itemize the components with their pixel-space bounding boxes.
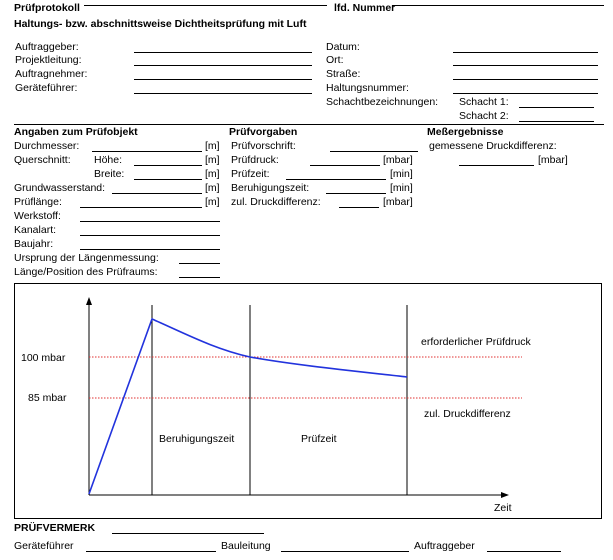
field-datum-input[interactable]: [453, 52, 598, 53]
gemessene-druckdifferenz-label: gemessene Druckdifferenz:: [429, 140, 557, 152]
prueflaenge-input[interactable]: [80, 207, 202, 208]
prueflaenge-label: Prüflänge:: [14, 196, 62, 208]
kanalart-label: Kanalart:: [14, 224, 57, 236]
y-label-100: 100 mbar: [21, 352, 66, 364]
pruefzeit-unit: [min]: [390, 168, 413, 180]
querschnitt-label: Querschnitt:: [14, 154, 71, 166]
laenge-position-input[interactable]: [179, 277, 220, 278]
footer-auftraggeber-label: Auftraggeber: [414, 540, 475, 552]
breite-label: Breite:: [94, 168, 125, 180]
phase-label-beruhigung: Beruhigungszeit: [159, 433, 235, 445]
pruefzeit-label: Prüfzeit:: [231, 168, 270, 180]
schacht1-input[interactable]: [519, 107, 594, 108]
field-geraetefuehrer-label: Geräteführer:: [15, 82, 78, 94]
x-axis-label: Zeit: [494, 502, 512, 514]
protocol-title: Prüfprotokoll: [14, 2, 80, 14]
ursprung-input[interactable]: [179, 263, 220, 264]
field-auftraggeber-input[interactable]: [134, 52, 312, 53]
vorschrift-input[interactable]: [330, 151, 418, 152]
zul-druckdifferenz-label: zul. Druckdifferenz:: [231, 196, 321, 208]
footer-geraetefuehrer-label: Geräteführer: [14, 540, 74, 552]
field-haltungsnummer-input[interactable]: [453, 93, 598, 94]
field-auftragnehmer-input[interactable]: [134, 79, 312, 80]
footer-bauleitung-label: Bauleitung: [221, 540, 271, 552]
zul-druckdifferenz-unit: [mbar]: [383, 196, 413, 208]
hoehe-input[interactable]: [134, 165, 202, 166]
durchmesser-input[interactable]: [92, 151, 202, 152]
field-auftragnehmer-label: Auftragnehmer:: [15, 68, 88, 80]
werkstoff-label: Werkstoff:: [14, 210, 61, 222]
pruefdruck-label: Prüfdruck:: [231, 154, 279, 166]
gemessene-druckdifferenz-input[interactable]: [459, 165, 534, 166]
schacht-label: Schachtbezeichnungen:: [326, 96, 439, 108]
laenge-position-label: Länge/Position des Prüfraums:: [14, 266, 158, 278]
beruhigungszeit-unit: [min]: [390, 182, 413, 194]
field-datum-label: Datum:: [326, 41, 360, 53]
zul-druckdifferenz-input[interactable]: [339, 207, 379, 208]
protocol-subtitle: Haltungs- bzw. abschnittsweise Dichtheitsprüfung mit Luft: [14, 18, 307, 30]
schacht1-label: Schacht 1:: [459, 96, 509, 108]
hoehe-label: Höhe:: [94, 154, 123, 166]
pruefdruck-input[interactable]: [310, 165, 380, 166]
werkstoff-input[interactable]: [80, 221, 220, 222]
pruefvermerk-input[interactable]: [112, 533, 264, 534]
messergebnisse-heading: Meßergebnisse: [427, 126, 504, 138]
pruefdruck-unit: [mbar]: [383, 154, 413, 166]
breite-input[interactable]: [134, 179, 202, 180]
gemessene-druckdifferenz-unit: [mbar]: [538, 154, 568, 166]
prueflaenge-unit: [m]: [205, 196, 220, 208]
baujahr-label: Baujahr:: [14, 238, 54, 250]
field-geraetefuehrer-input[interactable]: [134, 93, 312, 94]
field-auftraggeber-label: Auftraggeber:: [15, 41, 79, 53]
grundwasserstand-label: Grundwasserstand:: [14, 182, 106, 194]
grundwasserstand-unit: [m]: [205, 182, 220, 194]
y-label-85: 85 mbar: [28, 392, 67, 404]
pruefzeit-input[interactable]: [286, 179, 386, 180]
footer-geraetefuehrer-input[interactable]: [86, 551, 216, 552]
diagram-frame: [15, 284, 602, 519]
pruefvermerk-label: PRÜFVERMERK: [14, 522, 96, 534]
schacht2-input[interactable]: [519, 121, 594, 122]
field-strasse-label: Straße:: [326, 68, 361, 80]
footer-bauleitung-input[interactable]: [281, 551, 409, 552]
ursprung-label: Ursprung der Längenmessung:: [14, 252, 159, 264]
footer-auftraggeber-input[interactable]: [487, 551, 561, 552]
section-separator: [14, 124, 604, 125]
field-projektleitung-input[interactable]: [134, 65, 312, 66]
durchmesser-label: Durchmesser:: [14, 140, 80, 152]
pruefvorgaben-heading: Prüfvorgaben: [229, 126, 298, 138]
grundwasserstand-input[interactable]: [112, 193, 202, 194]
field-strasse-input[interactable]: [453, 79, 598, 80]
field-haltungsnummer-label: Haltungsnummer:: [326, 82, 409, 94]
annotation-erforderlich: erforderlicher Prüfdruck: [421, 336, 531, 348]
number-label: lfd. Nummer: [334, 2, 396, 14]
beruhigungszeit-label: Beruhigungszeit:: [231, 182, 310, 194]
field-ort-input[interactable]: [453, 65, 598, 66]
kanalart-input[interactable]: [80, 235, 220, 236]
pruefobjekt-heading: Angaben zum Prüfobjekt: [14, 126, 138, 138]
breite-unit: [m]: [205, 168, 220, 180]
schacht2-label: Schacht 2:: [459, 110, 509, 122]
hoehe-unit: [m]: [205, 154, 220, 166]
vorschrift-label: Prüfvorschrift:: [231, 140, 296, 152]
field-ort-label: Ort:: [326, 54, 344, 66]
number-line[interactable]: [392, 5, 604, 6]
field-projektleitung-label: Projektleitung:: [15, 54, 82, 66]
beruhigungszeit-input[interactable]: [326, 193, 386, 194]
pressure-diagram: [14, 283, 602, 519]
durchmesser-unit: [m]: [205, 140, 220, 152]
title-line: [84, 5, 327, 6]
phase-label-pruef: Prüfzeit: [301, 433, 337, 445]
baujahr-input[interactable]: [80, 249, 220, 250]
annotation-zul: zul. Druckdifferenz: [424, 408, 511, 420]
